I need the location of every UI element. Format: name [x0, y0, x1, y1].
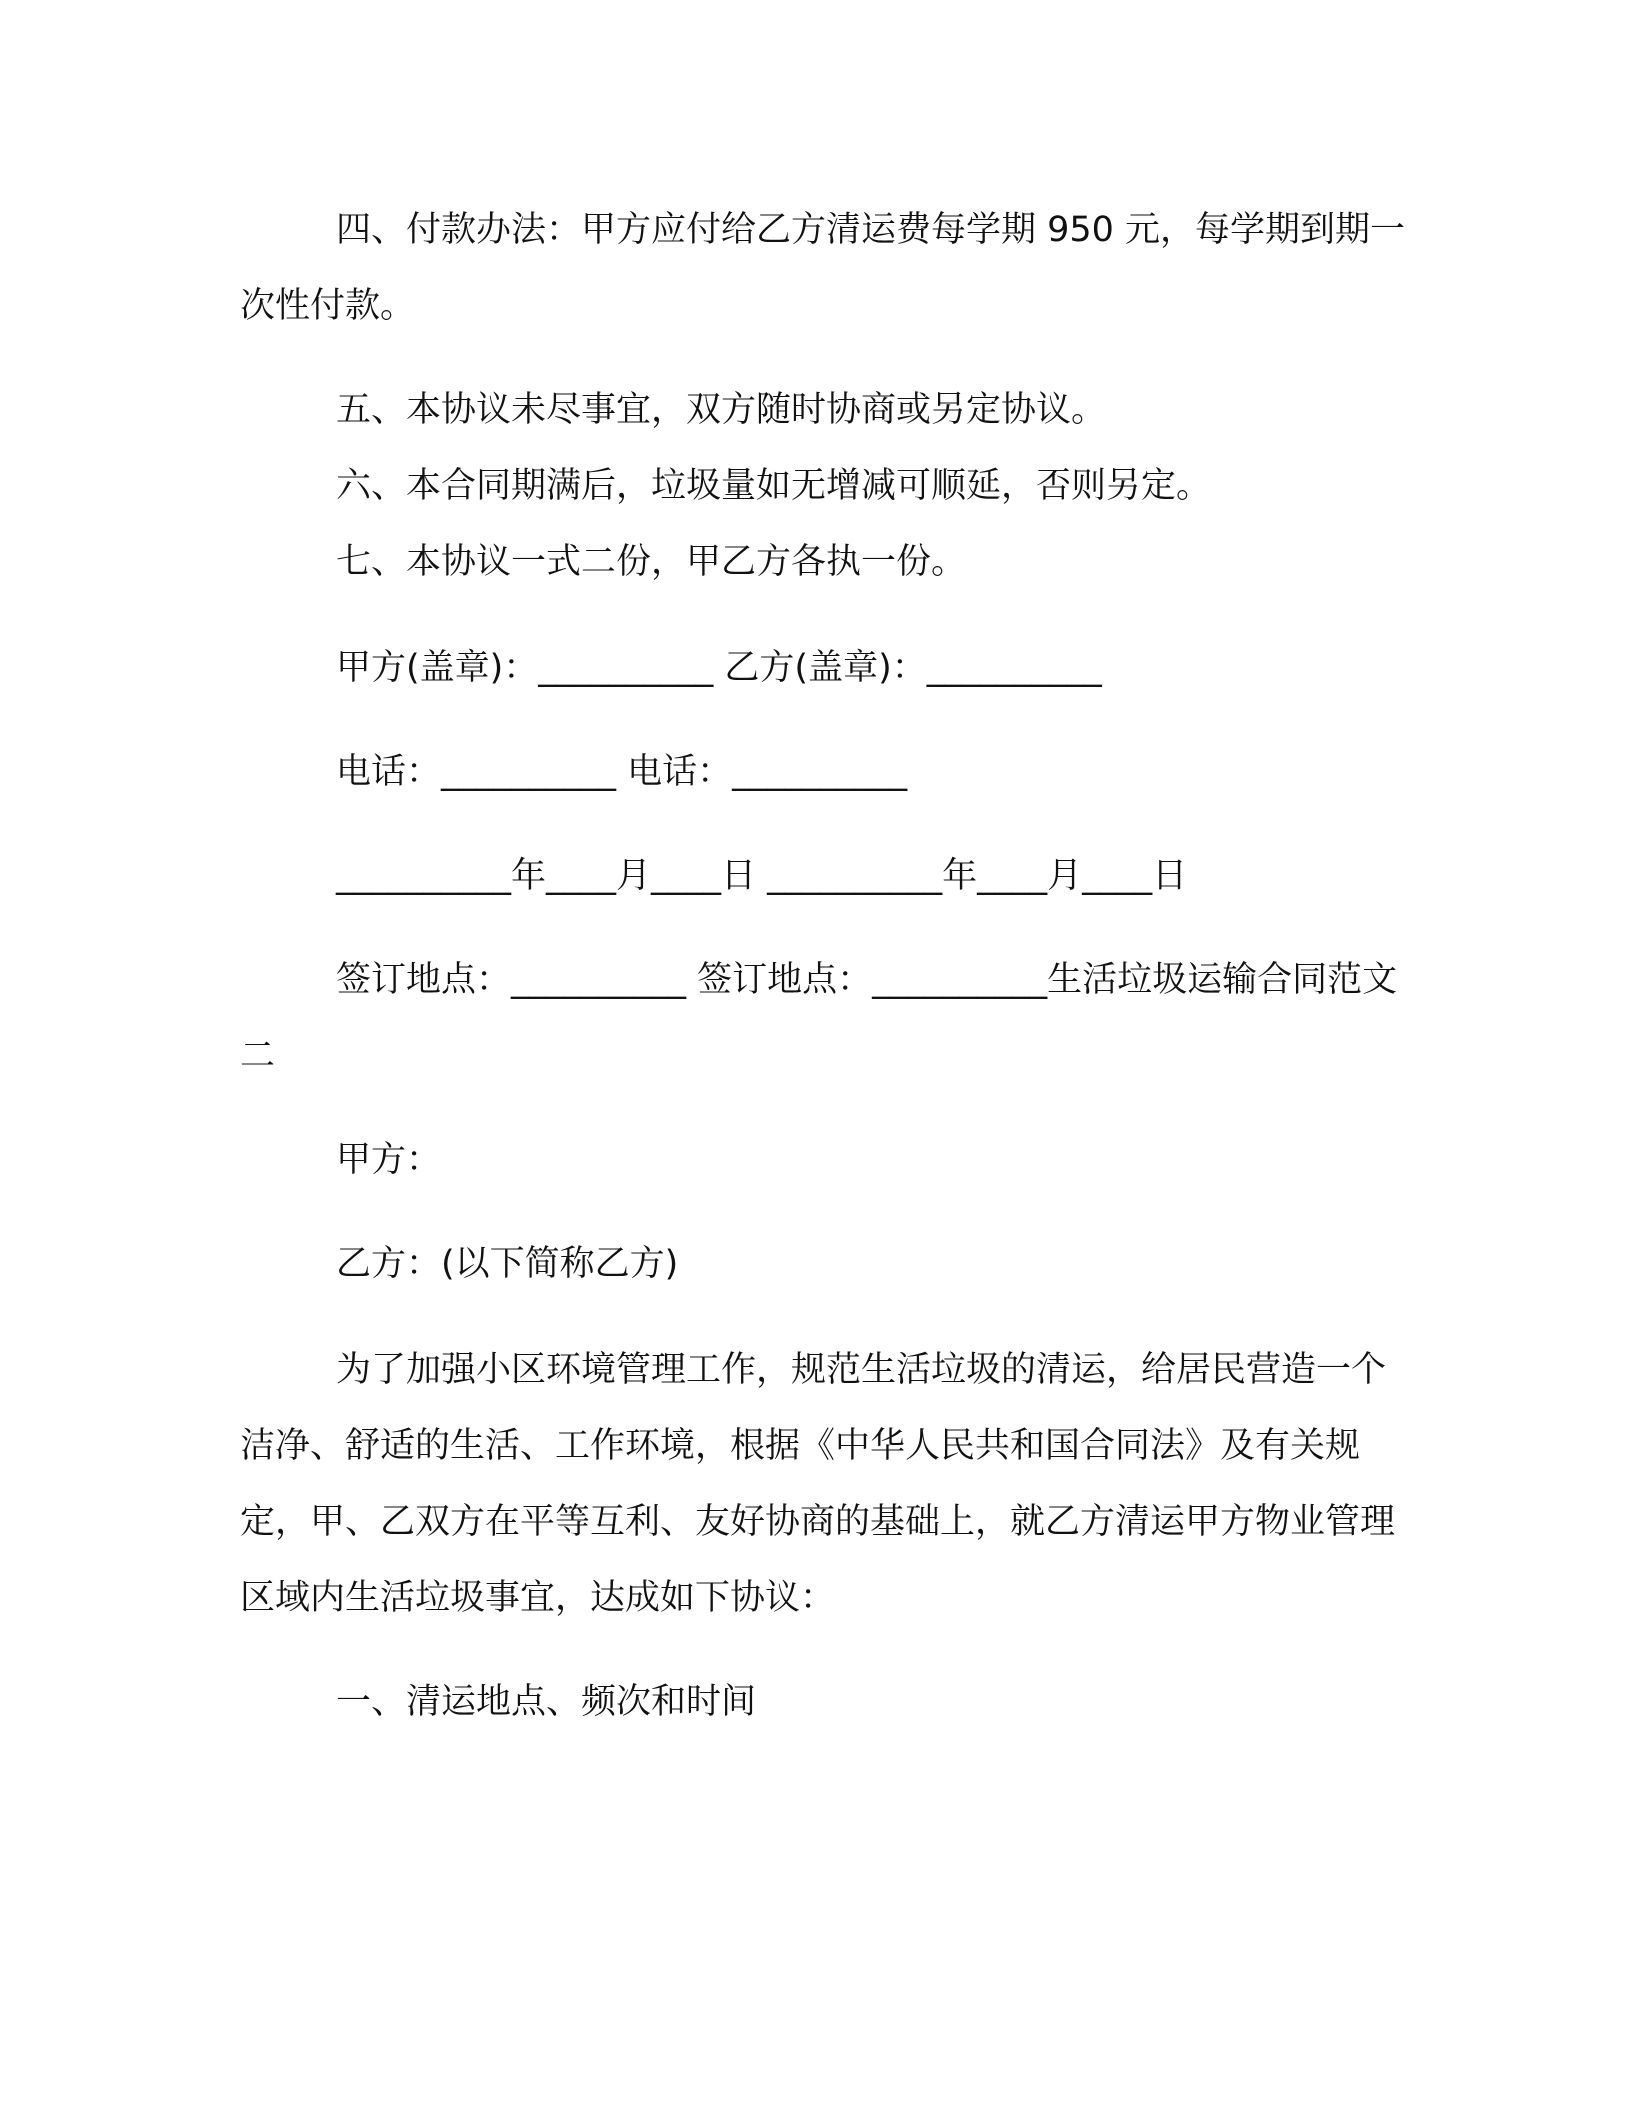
party-b-line: 乙方：(以下简称乙方)	[336, 1244, 679, 1284]
clause-renewal: 六、本合同期满后，垃圾量如无增减可顺延，否则另定。	[336, 466, 1212, 506]
party-a-line: 甲方：	[336, 1140, 442, 1180]
seal-signature-line: 甲方(盖章)：__________ 乙方(盖章)：__________	[336, 648, 1102, 688]
clause-unresolved-matters: 五、本协议未尽事宜，双方随时协商或另定协议。	[336, 390, 1107, 430]
clause-payment-method: 四、付款办法：甲方应付给乙方清运费每学期 950 元，每学期到期一次性付款。	[240, 210, 1406, 326]
signing-place-line: 签订地点：__________ 签订地点：__________生活垃圾运输合同范文二	[240, 960, 1398, 1076]
phone-line: 电话：__________ 电话：__________	[336, 752, 908, 792]
section-heading-location-frequency-time: 一、清运地点、频次和时间	[336, 1682, 757, 1722]
preamble-paragraph: 为了加强小区环境管理工作，规范生活垃圾的清运，给居民营造一个洁净、舒适的生活、工作环境，根据《中华人民共和国合同法》及有关规定，甲、乙双方在平等互利、友好协商的基础上，就乙方清运甲方物业管理区域内生活垃圾事宜，达成如下协议：	[240, 1350, 1396, 1618]
document-body	[240, 192, 1410, 1740]
date-line: __________年____月____日 __________年____月____日	[336, 856, 1188, 896]
clause-copies: 七、本协议一式二份，甲乙方各执一份。	[336, 542, 967, 582]
